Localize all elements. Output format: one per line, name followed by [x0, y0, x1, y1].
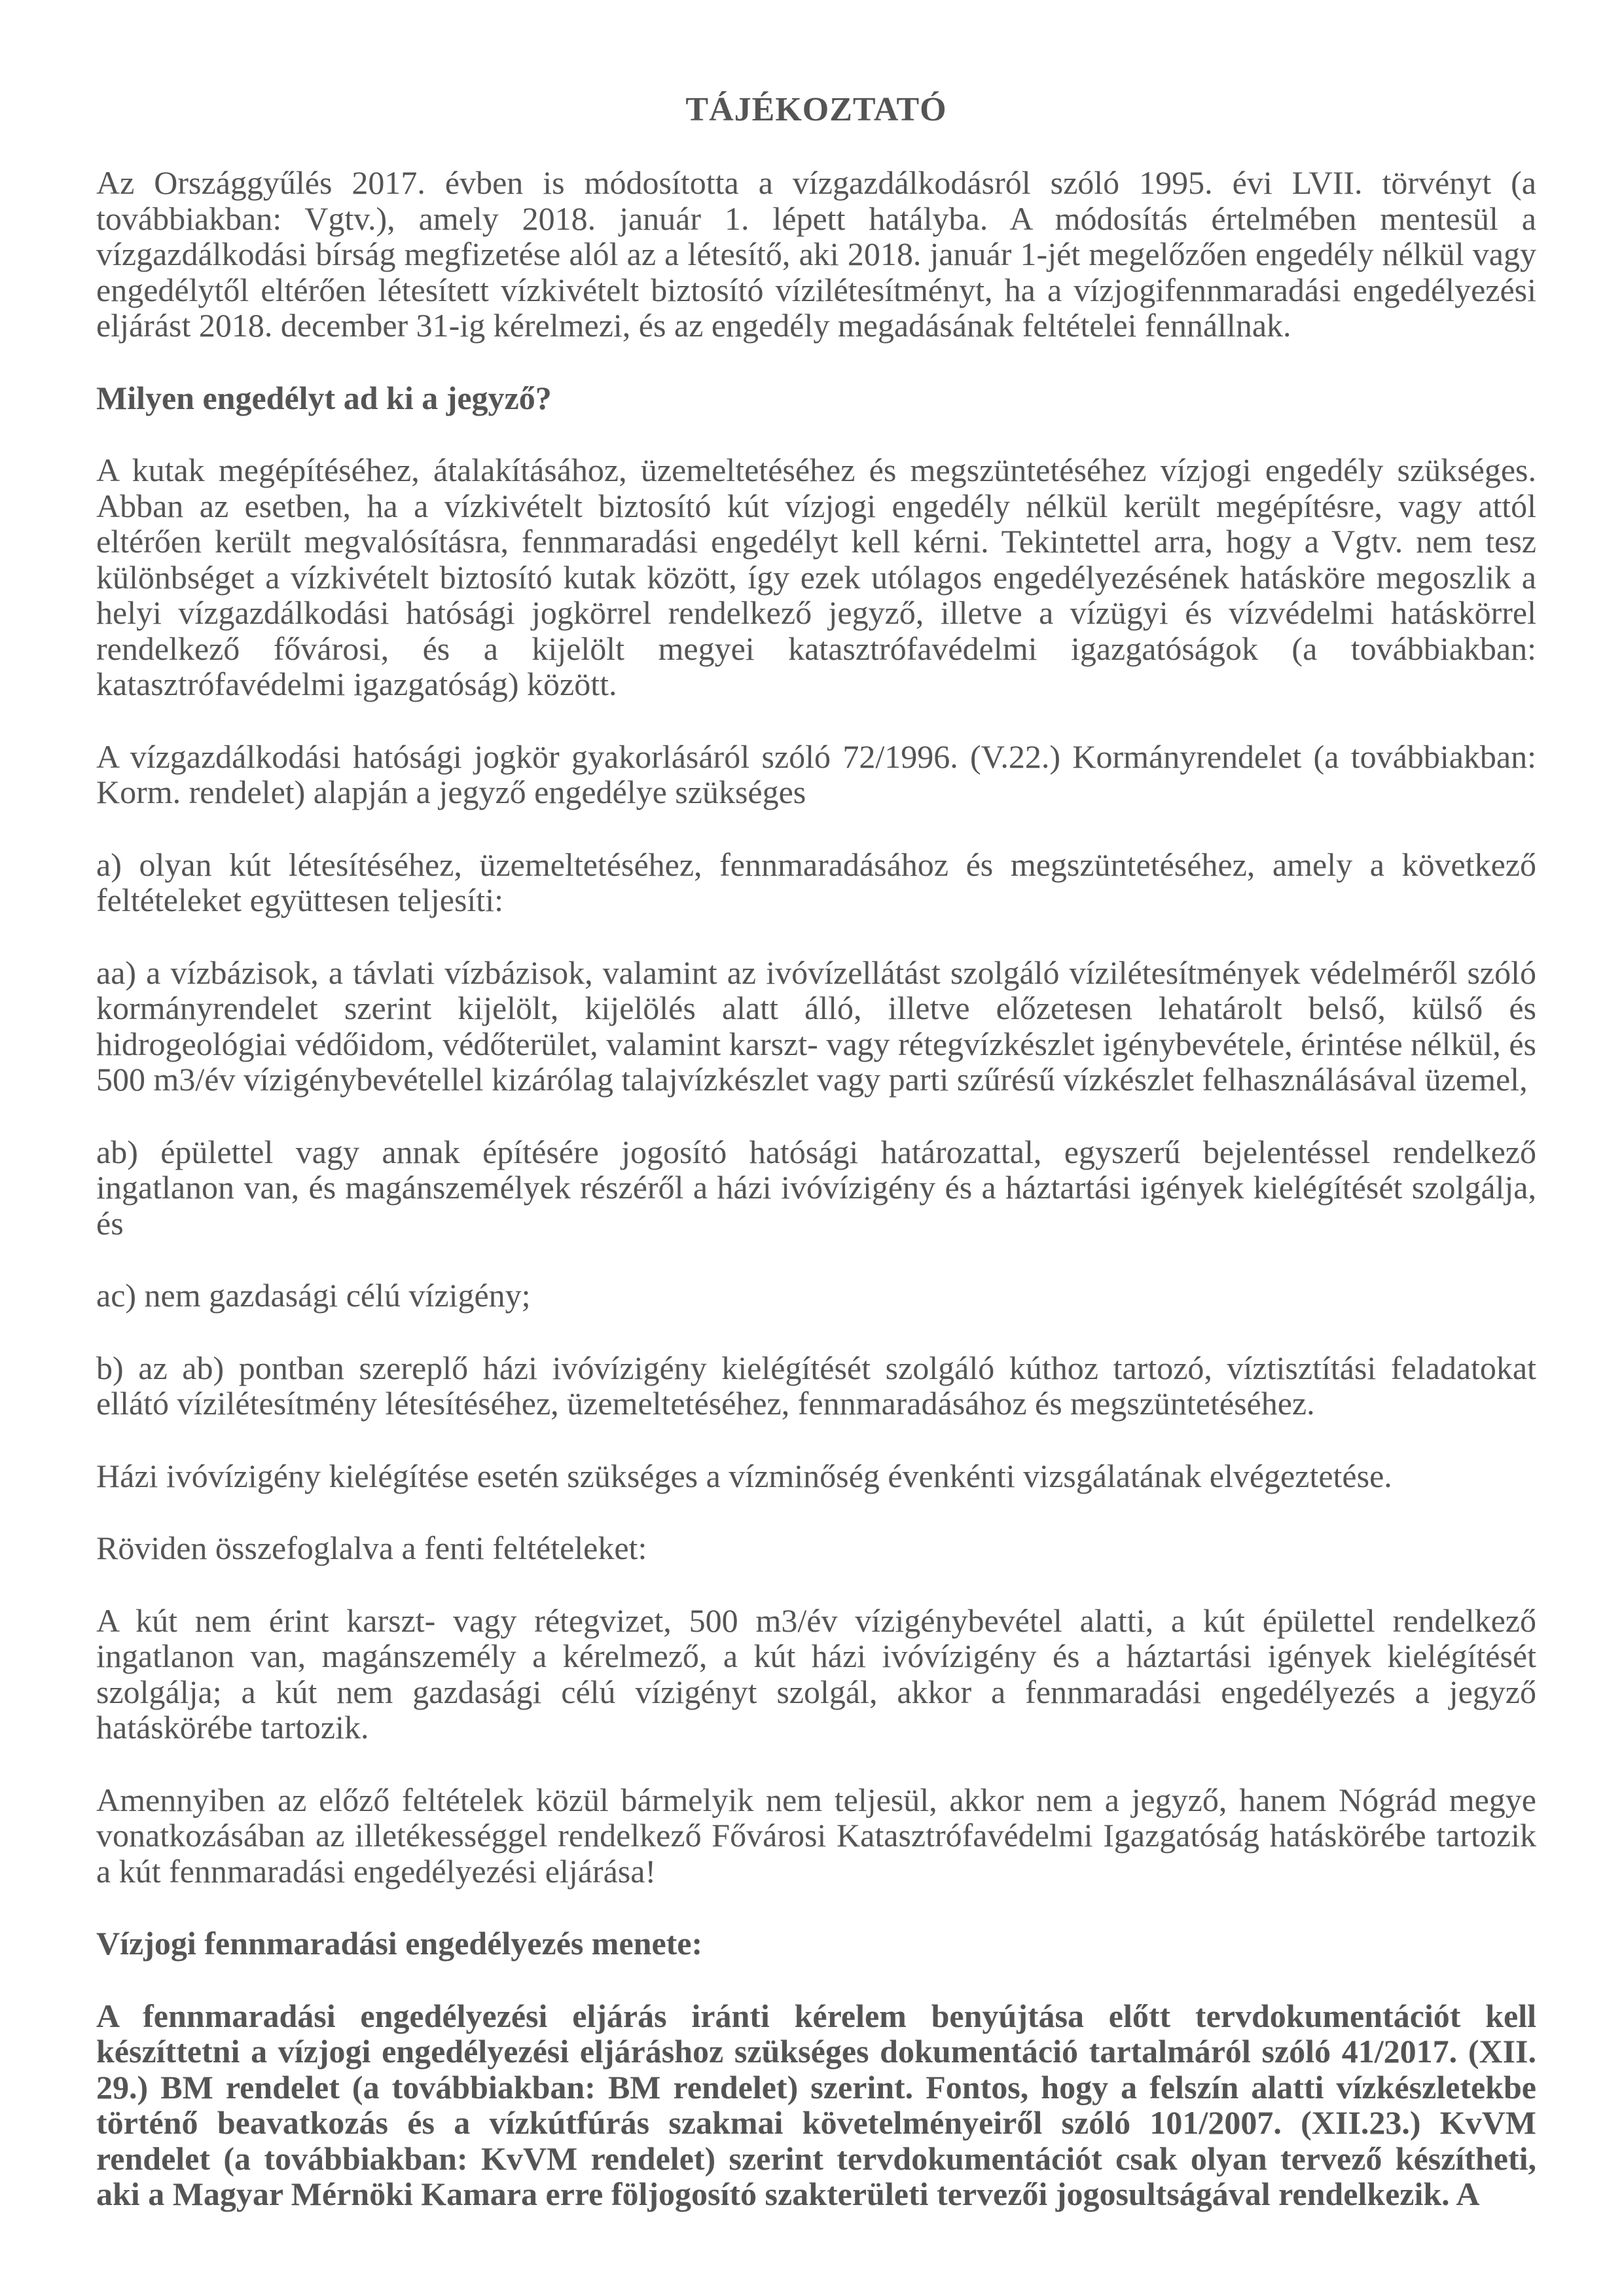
list-item-aa: aa) a vízbázisok, a távlati vízbázisok, valamint az ivóvízellátást szolgáló vízilétesítmények védelméről szóló kormányrendelet szerint kijelölt, kijelölés alatt álló, illetve előzetesen lehatárolt belső, külső és hidrogeológiai védőidom, védőterület, valamint karszt- vagy rétegvízkészlet igénybevétele, érintése nélkül, és 500 m3/év vízigénybevétellel kizárólag talajvízkészlet vagy parti szűrésű vízkészlet felhasználásával üzemel, [96, 954, 1536, 1098]
section-heading-notary-permit: Milyen engedélyt ad ki a jegyző? [96, 379, 552, 416]
otherwise-paragraph: Amennyiben az előző feltételek közül bármelyik nem teljesül, akkor nem a jegyző, hanem Nógrád megye vonatkozásában az illetékességgel rendelkező Fővárosi Katasztrófavédelmi Igazgatóság hatáskörébe tartozik a kút fennmaradási engedélyezési eljárása! [96, 1781, 1536, 1890]
summary-intro-paragraph: Röviden összefoglalva a fenti feltételeket: [96, 1530, 647, 1566]
list-item-ac: ac) nem gazdasági célú vízigény; [96, 1277, 531, 1314]
summary-paragraph: A kút nem érint karszt- vagy rétegvizet, 500 m3/év vízigénybevétel alatti, a kút épülettel rendelkező ingatlanon van, magánszemély a kérelmező, a kút házi ivóvízigény és a háztartási igények kielégítését szolgálja; a kút nem gazdasági célú vízigényt szolgál, akkor a fennmaradási engedélyezés a jegyző hatáskörébe tartozik. [96, 1602, 1536, 1746]
document-page [96, 90, 1536, 2212]
list-item-a: a) olyan kút létesítéséhez, üzemeltetéséhez, fennmaradásához és megszüntetéséhez, amely a következő feltételeket együttesen teljesíti: [96, 846, 1536, 918]
section-heading-procedure: Vízjogi fennmaradási engedélyezés menete: [96, 1925, 703, 1962]
wells-permit-paragraph: A kutak megépítéséhez, átalakításához, üzemeltetéséhez és megszüntetéséhez vízjogi engedély szükséges. Abban az esetben, ha a vízkivételt biztosító kút vízjogi engedély nélkül került megépítésre, vagy attól eltérően került megvalósításra, fennmaradási engedélyt kell kérni. Tekintettel arra, hogy a Vgtv. nem tesz különbséget a vízkivételt biztosító kutak között, így ezek utólagos engedélyezésének hatásköre megoszlik a helyi vízgazdálkodási hatósági jogkörrel rendelkező jegyző, illetve a vízügyi és vízvédelmi hatáskörrel rendelkező fővárosi, és a kijelölt megyei katasztrófavédelmi igazgatóságok (a továbbiakban: katasztrófavédelmi igazgatóság) között. [96, 452, 1536, 702]
water-quality-paragraph: Házi ivóvízigény kielégítése esetén szükséges a vízminőség évenkénti vizsgálatának elvégeztetése. [96, 1457, 1392, 1494]
list-item-ab: ab) épülettel vagy annak építésére jogosító hatósági határozattal, egyszerű bejelentéssel rendelkező ingatlanon van, és magánszemélyek részéről a házi ivóvízigény és a háztartási igények kielégítését szolgálja, és [96, 1133, 1536, 1242]
procedure-paragraph: A fennmaradási engedélyezési eljárás iránti kérelem benyújtása előtt tervdokumentációt kell készíttetni a vízjogi engedélyezési eljáráshoz szükséges dokumentáció tartalmáról szóló 41/2017. (XII. 29.) BM rendelet (a továbbiakban: BM rendelet) szerint. Fontos, hogy a felszín alatti vízkészletekbe történő beavatkozás és a vízkútfúrás szakmai követelményeiről szóló 101/2007. (XII.23.) KvVM rendelet (a továbbiakban: KvVM rendelet) szerint tervdokumentációt csak olyan tervező készítheti, aki a Magyar Mérnöki Kamara erre följogosító szakterületi tervezői jogosultságával rendelkezik. A [96, 1997, 1536, 2212]
document-title: TÁJÉKOZTATÓ [685, 91, 947, 128]
intro-paragraph: Az Országgyűlés 2017. évben is módosította a vízgazdálkodásról szóló 1995. évi LVII. törvényt (a továbbiakban: Vgtv.), amely 2018. január 1. lépett hatályba. A módosítás értelmében mentesül a vízgazdálkodási bírság megfizetése alól az a létesítő, aki 2018. január 1-jét megelőzően engedély nélkül vagy engedélytől eltérően létesített vízkivételt biztosító vízilétesítményt, ha a vízjogifennmaradási engedélyezési eljárást 2018. december 31-ig kérelmezi, és az engedély megadásának feltételei fennállnak. [96, 164, 1536, 344]
list-item-b: b) az ab) pontban szereplő házi ivóvízigény kielégítését szolgáló kúthoz tartozó, víztisztítási feladatokat ellátó vízilétesítmény létesítéséhez, üzemeltetéséhez, fennmaradásához és megszüntetéséhez. [96, 1349, 1536, 1422]
government-decree-paragraph: A vízgazdálkodási hatósági jogkör gyakorlásáról szóló 72/1996. (V.22.) Kormányrendelet (a továbbiakban: Korm. rendelet) alapján a jegyző engedélye szükséges [96, 738, 1536, 810]
